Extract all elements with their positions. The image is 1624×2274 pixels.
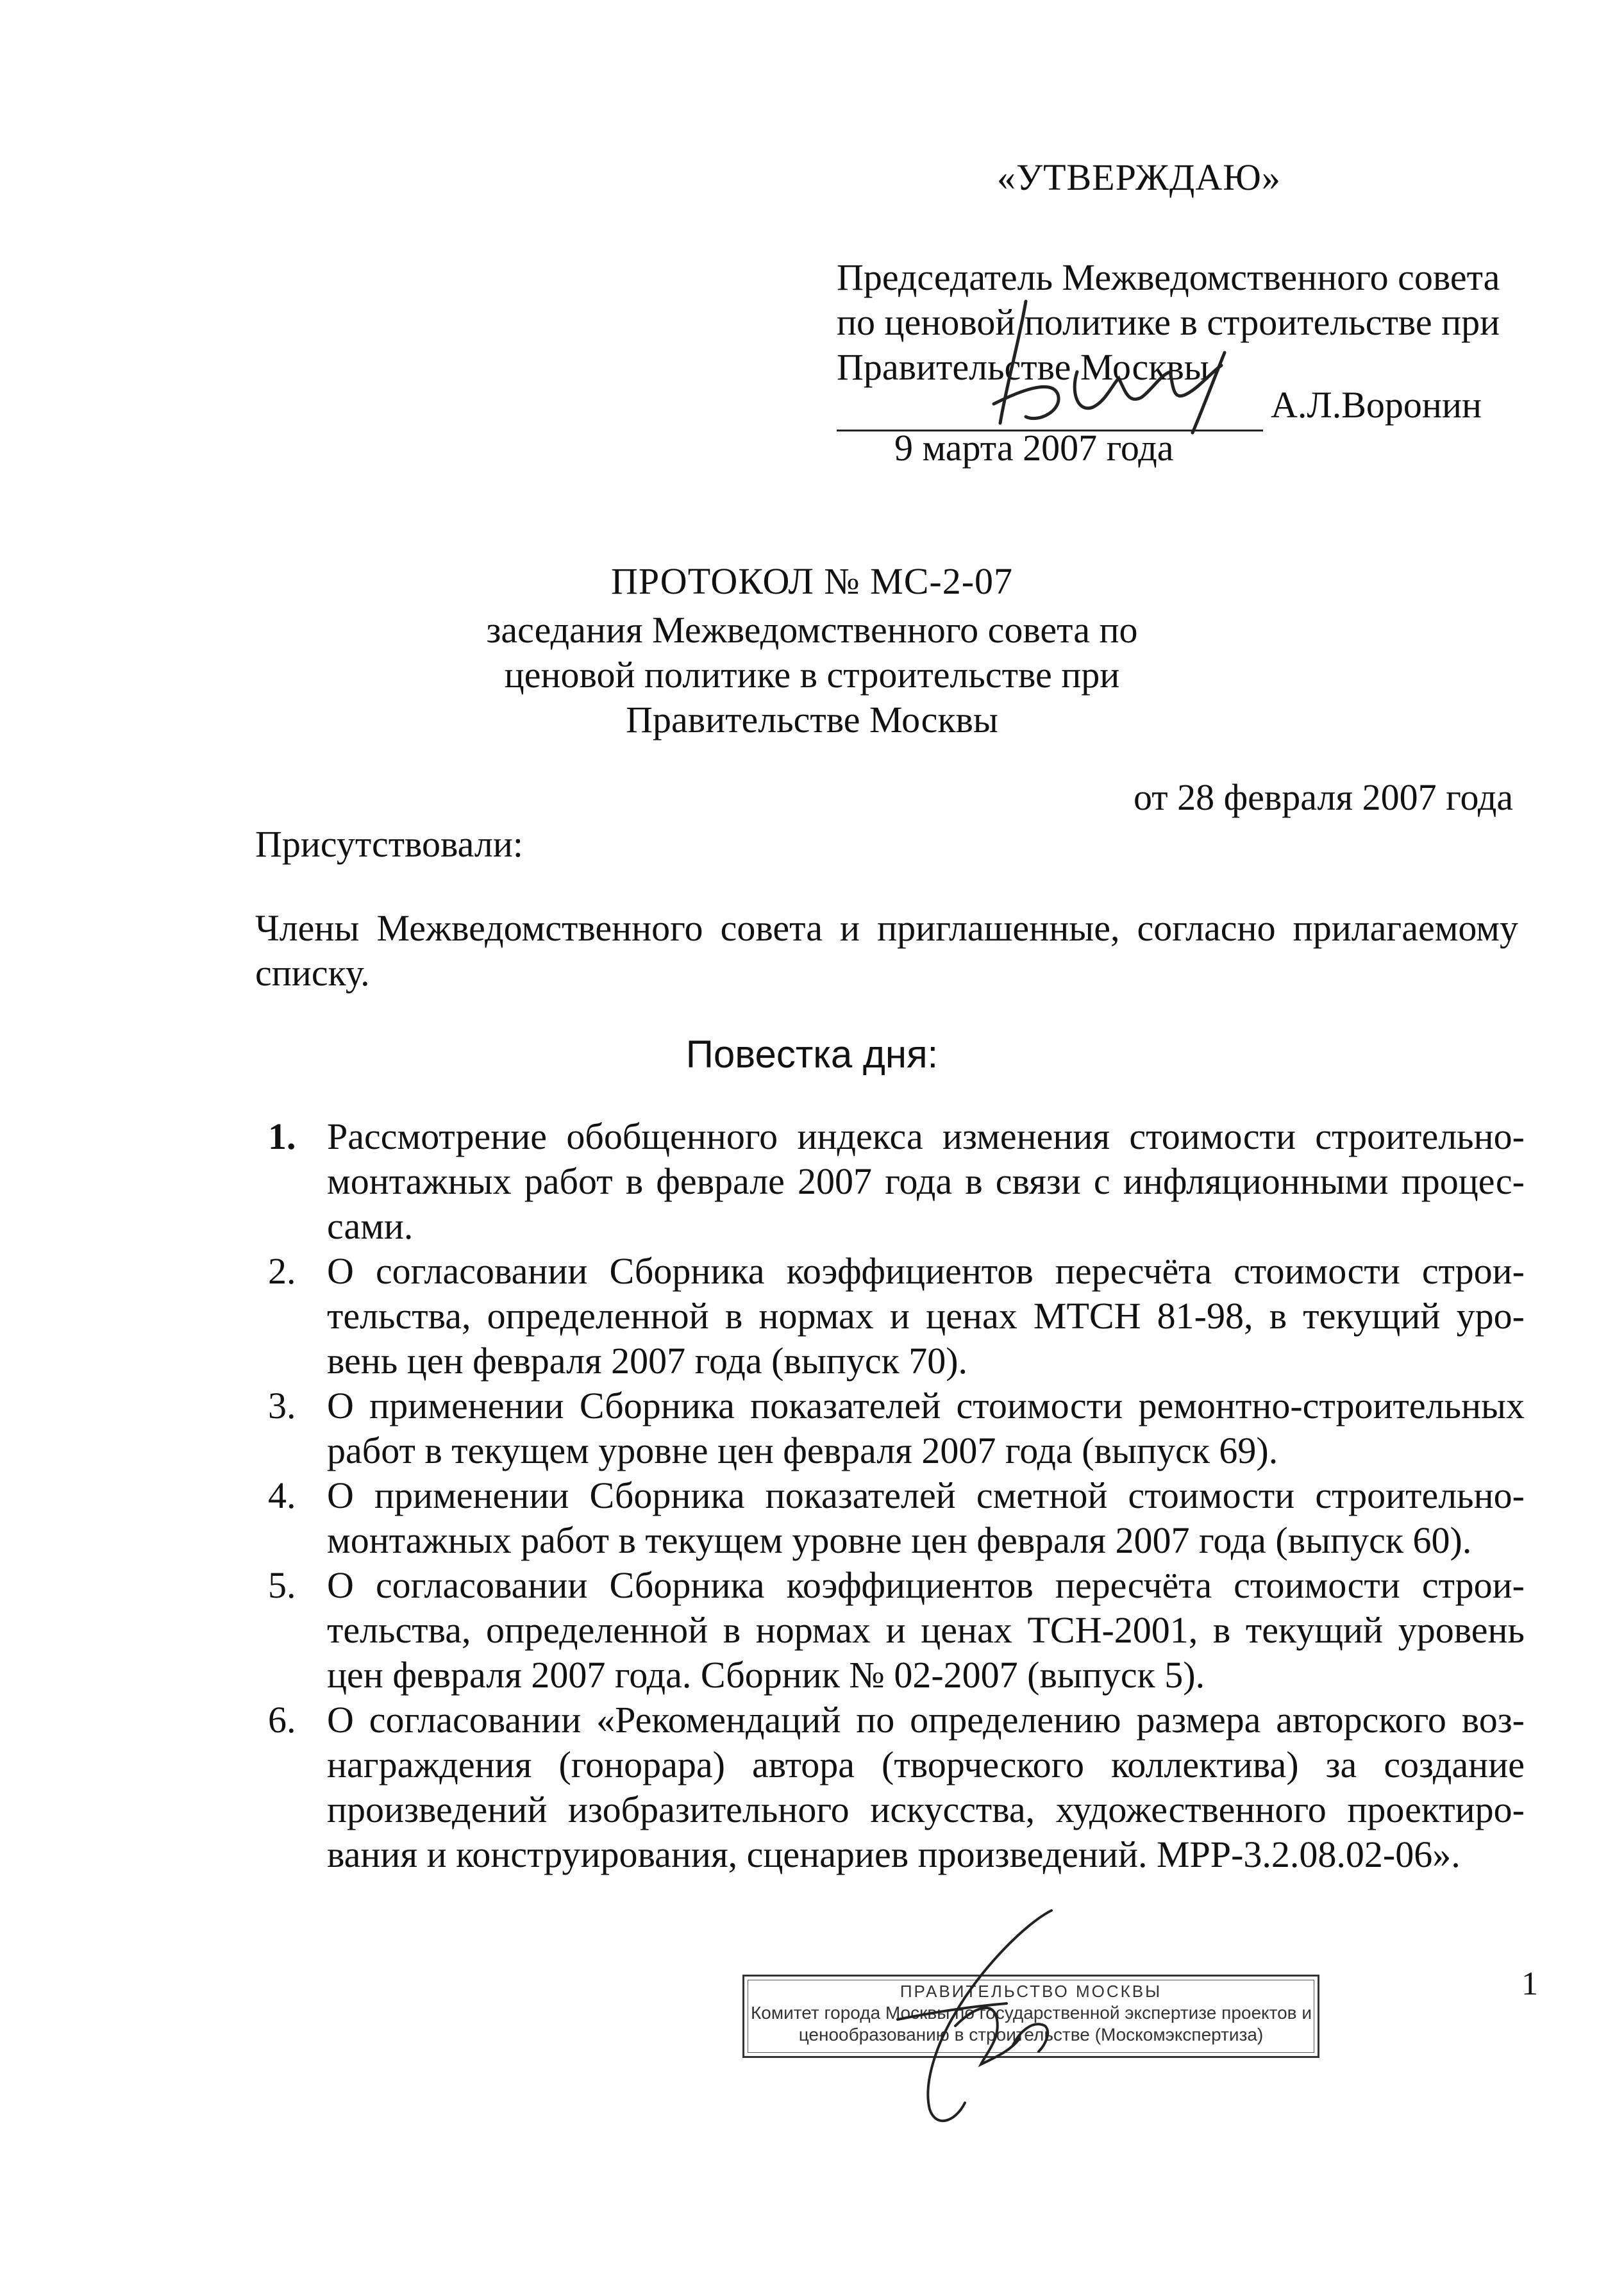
agenda-item-line: О применении Сборника показателей стоимости ремонтно-строительных — [327, 1385, 1525, 1426]
approval-date: 9 марта 2007 года — [894, 427, 1174, 469]
agenda-item-number: 3. — [268, 1385, 296, 1426]
protocol-subtitle-1: заседания Межведомственного совета по — [486, 609, 1138, 651]
agenda-item — [268, 1114, 1525, 1249]
protocol-number: ПРОТОКОЛ № МС-2-07 — [610, 560, 1014, 602]
agenda-item-line: монтажных работ в текущем уровне цен февраля 2007 года (выпуск 60). — [327, 1519, 1472, 1561]
agenda-item — [268, 1249, 1525, 1384]
agenda-item-line: О согласовании «Рекомендаций по определению размера авторского воз- — [327, 1699, 1525, 1741]
page-number: 1 — [1521, 1966, 1538, 2002]
protocol-date: от 28 февраля 2007 года — [1134, 776, 1514, 818]
agenda-item-line: монтажных работ в феврале 2007 года в связи с инфляционными процес- — [327, 1160, 1525, 1202]
agenda-item — [268, 1473, 1525, 1563]
attendance-text — [255, 906, 1518, 996]
agenda-item-line: Рассмотрение обобщенного индекса изменения стоимости строительно- — [327, 1116, 1525, 1157]
agenda-item-line: произведений изобразительного искусства, художественного проектиро- — [327, 1789, 1525, 1830]
approval-line-2: по ценовой политике в строительстве при — [837, 301, 1500, 343]
agenda-item-line: вания и конструирования, сценариев произведений. МРР-3.2.08.02-06». — [327, 1834, 1461, 1875]
agenda-item-number: 2. — [268, 1250, 296, 1292]
agenda-item-line: О применении Сборника показателей сметной стоимости строительно- — [327, 1475, 1525, 1516]
protocol-subtitle-3: Правительстве Москвы — [626, 699, 998, 740]
attendance-line-2: списку. — [255, 952, 370, 994]
agenda-item-line: тельства, определенной в нормах и ценах МТСН 81-98, в текущий уро- — [327, 1295, 1525, 1337]
agenda-item-number: 4. — [268, 1475, 296, 1516]
protocol-subtitle-2: ценовой политике в строительстве при — [504, 654, 1120, 696]
approval-heading: «УТВЕРЖДАЮ» — [997, 156, 1281, 198]
agenda-item — [268, 1698, 1525, 1877]
approver-name: А.Л.Воронин — [1271, 384, 1482, 426]
agenda-item-number: 5. — [268, 1564, 296, 1606]
agenda-item-line: О согласовании Сборника коэффициентов пересчёта стоимости строи- — [327, 1250, 1525, 1292]
agenda-item-line: сами. — [327, 1205, 414, 1247]
attendance-line-1: Члены Межведомственного совета и приглашенные, согласно прилагаемому — [255, 907, 1518, 949]
agenda-list — [268, 1114, 1525, 1877]
organization-stamp — [742, 1975, 1319, 2058]
agenda-title: Повестка дня: — [685, 1033, 939, 1076]
agenda-item — [268, 1384, 1525, 1473]
stamp-line: ценообразованию в строительстве (Москомэкспертиза) — [798, 2025, 1264, 2044]
agenda-item-line: вень цен февраля 2007 года (выпуск 70). — [327, 1340, 968, 1382]
approval-line-3: Правительстве Москвы — [837, 346, 1209, 388]
stamp-line: Комитет города Москвы по государственной экспертизе проектов и — [751, 2003, 1312, 2023]
attendance-label: Присутствовали: — [255, 823, 524, 865]
agenda-item-line: цен февраля 2007 года. Сборник № 02-2007 (выпуск 5). — [327, 1654, 1205, 1696]
agenda-item-line: работ в текущем уровне цен февраля 2007 года (выпуск 69). — [327, 1430, 1278, 1471]
agenda-item-number: 1. — [268, 1116, 296, 1157]
agenda-item-line: О согласовании Сборника коэффициентов пересчёта стоимости строи- — [327, 1564, 1525, 1606]
agenda-item-number: 6. — [268, 1699, 296, 1741]
agenda-item-line: награждения (гонорара) автора (творческого коллектива) за создание — [327, 1744, 1525, 1785]
approval-line-1: Председатель Межведомственного совета — [837, 256, 1500, 298]
agenda-item-line: тельства, определенной в нормах и ценах ТСН-2001, в текущий уровень — [327, 1609, 1525, 1651]
agenda-item — [268, 1563, 1525, 1698]
stamp-line: ПРАВИТЕЛЬСТВО МОСКВЫ — [900, 1982, 1162, 2001]
